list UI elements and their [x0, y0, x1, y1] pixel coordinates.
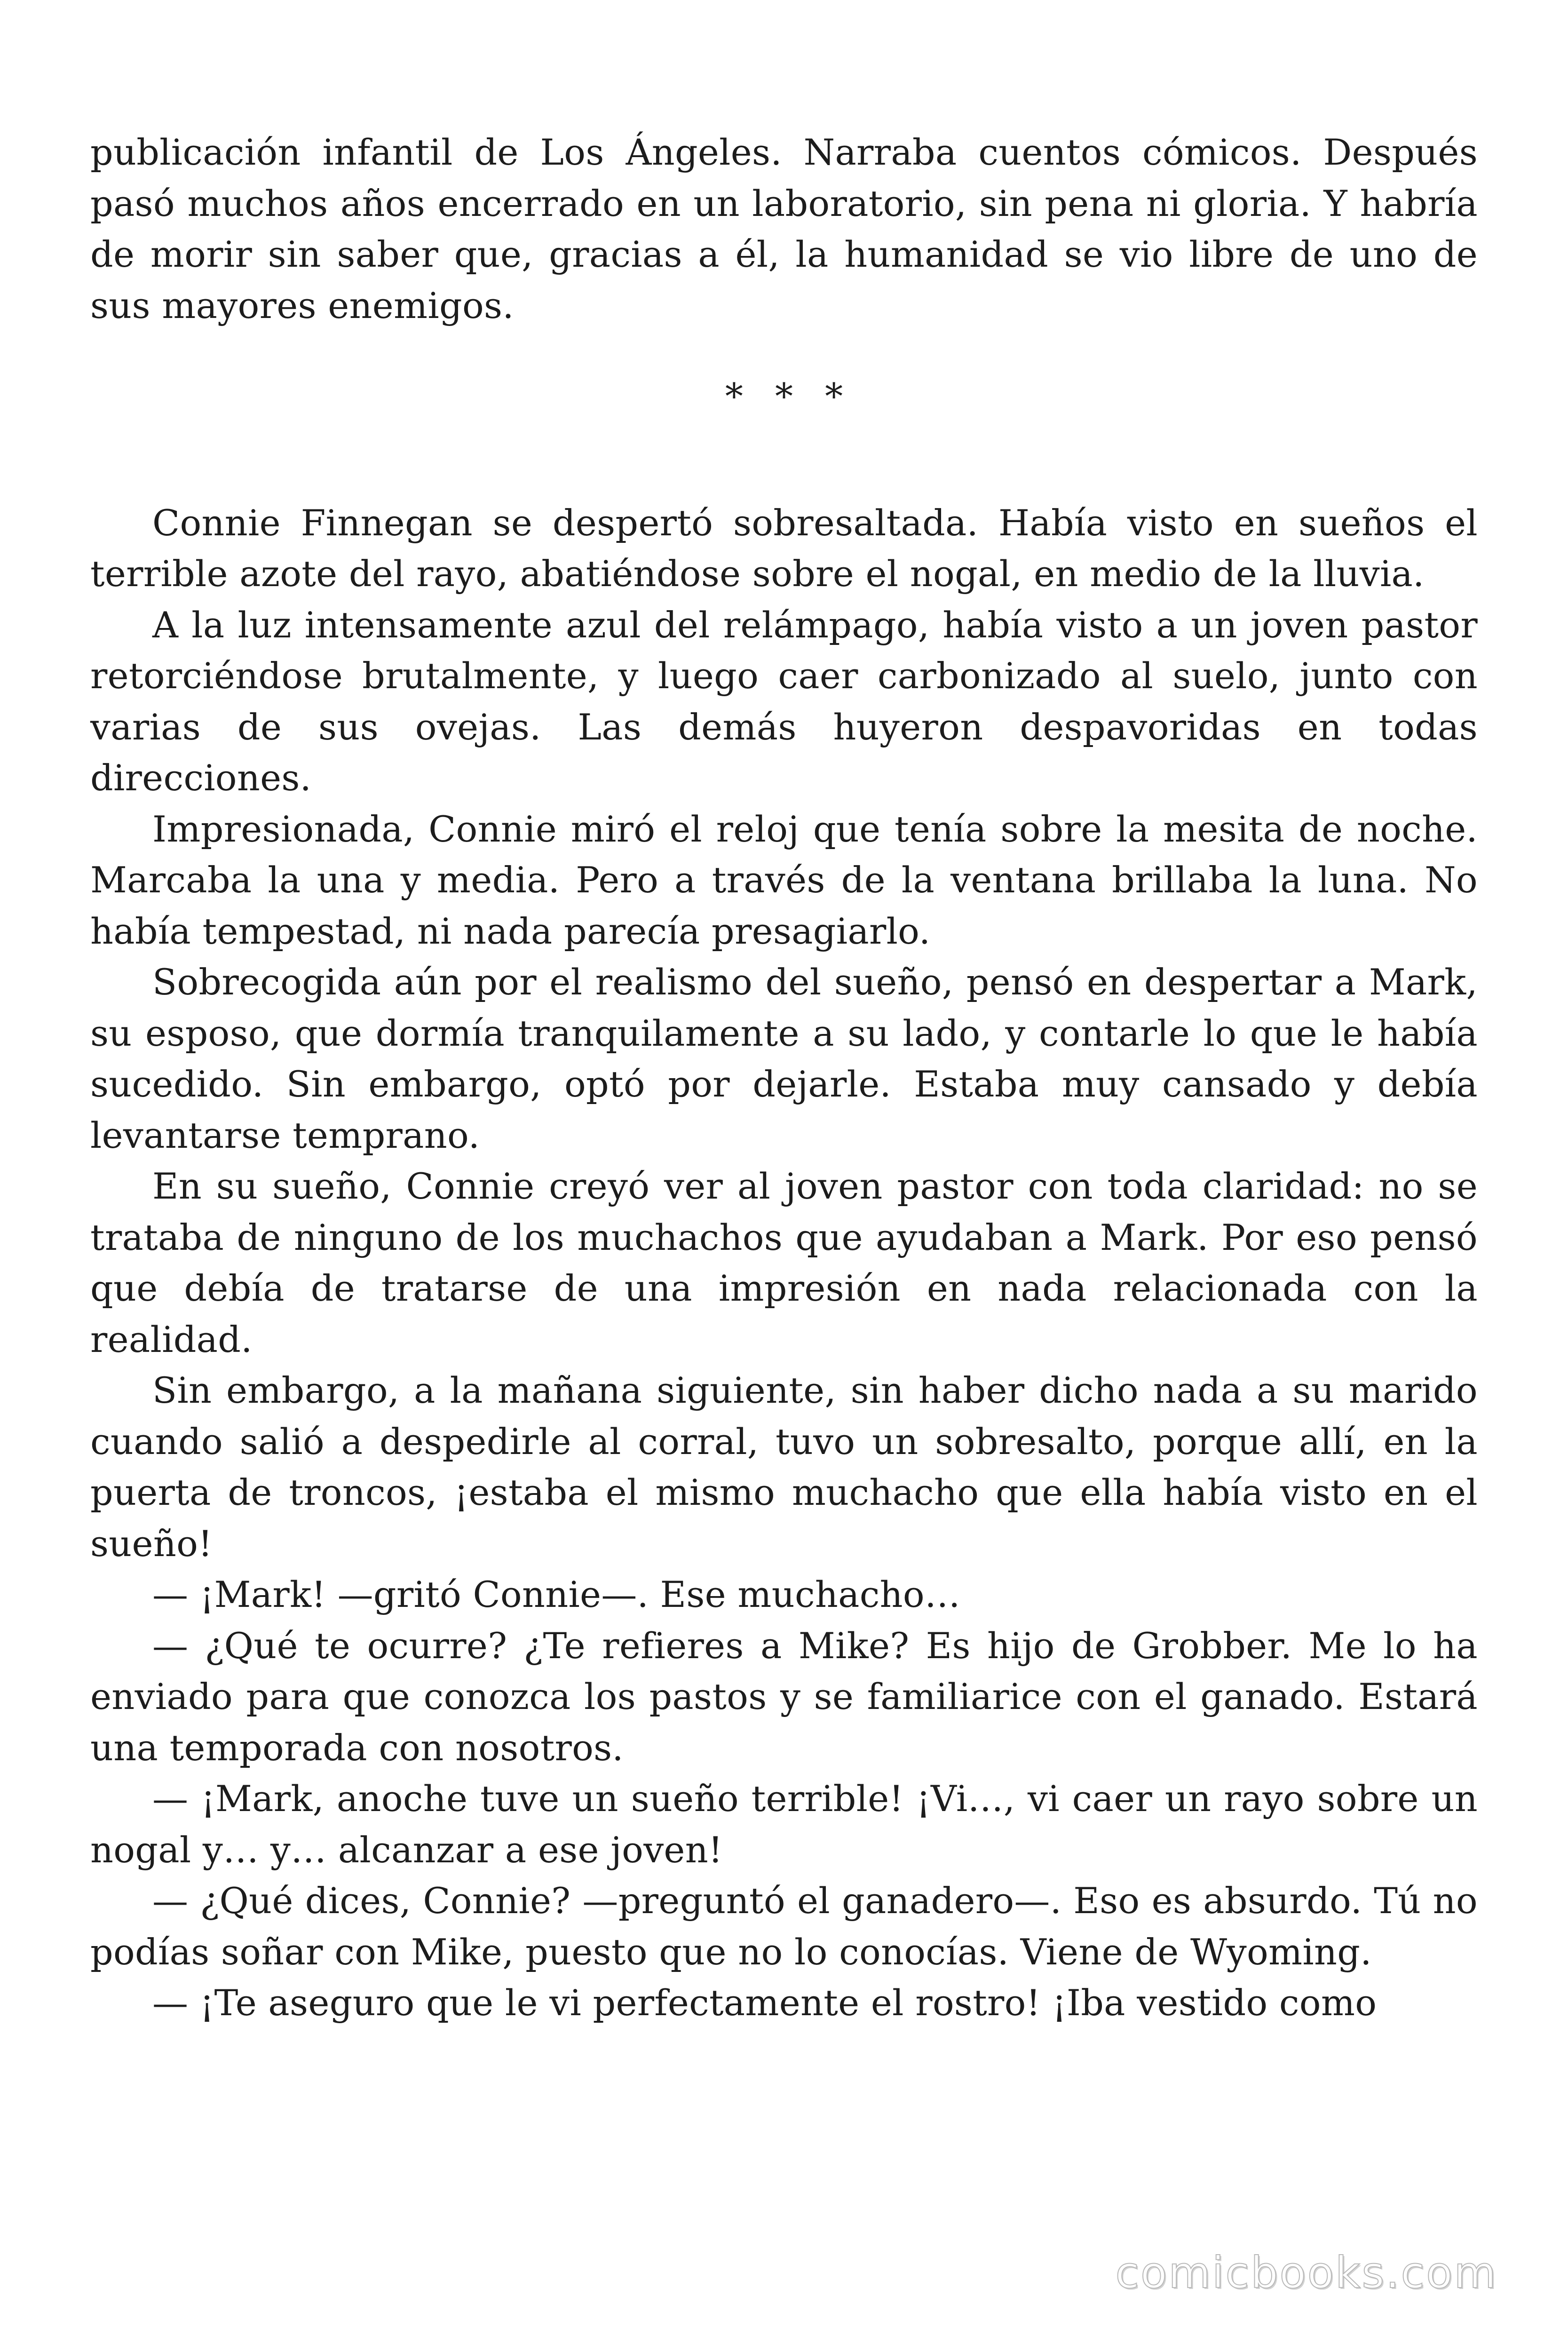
page-body — [90, 127, 1478, 2029]
paragraph: Sin embargo, a la mañana siguiente, sin haber dicho nada a su marido cuando salió a despedirle al corral, tuvo un sobresalto, porque allí, en la puerta de troncos, ¡estaba el mismo muchacho que ella había visto en el sueño! — [90, 1369, 1478, 1565]
dialogue-line: — ¡Te aseguro que le vi perfectamente el rostro! ¡Iba vestido como — [152, 1982, 1377, 2024]
paragraph: Impresionada, Connie miró el reloj que tenía sobre la mesita de noche. Marcaba la una y media. Pero a través de la ventana brillaba la luna. No había tempestad, ni nada parecía presagiarlo. — [90, 808, 1478, 952]
paragraph: A la luz intensamente azul del relámpago, había visto a un joven pastor retorciéndose brutalmente, y luego caer carbonizado al suelo, junto con varias de sus ovejas. Las demás huyeron despavoridas en todas direcciones. — [90, 604, 1478, 799]
paragraph-continued: publicación infantil de Los Ángeles. Narraba cuentos cómicos. Después pasó muchos años encerrado en un laboratorio, sin pena ni gloria. Y habría de morir sin saber que, gracias a él, la humanidad se vio libre de uno de sus mayores enemigos. — [90, 131, 1478, 326]
dialogue-line: — ¿Qué te ocurre? ¿Te refieres a Mike? Es hijo de Grobber. Me lo ha enviado para que conozca los pastos y se familiarice con el ganado. Estará una temporada con nosotros. — [90, 1624, 1478, 1769]
dialogue-line: — ¡Mark! —gritó Connie—. Ese muchacho… — [152, 1573, 961, 1615]
paragraph: En su sueño, Connie creyó ver al joven pastor con toda claridad: no se trataba de ninguno de los muchachos que ayudaban a Mark. Por eso pensó que debía de tratarse de una impresión en nada relacionada con la realidad. — [90, 1165, 1478, 1360]
paragraph: Sobrecogida aún por el realismo del sueño, pensó en despertar a Mark, su esposo, que dormía tranquilamente a su lado, y contarle lo que le había sucedido. Sin embargo, optó por dejarle. Estaba muy cansado y debía levantarse temprano. — [90, 961, 1478, 1156]
dialogue-line: — ¿Qué dices, Connie? —preguntó el ganadero—. Eso es absurdo. Tú no podías soñar con Mike, puesto que no lo conocías. Viene de Wyoming. — [90, 1880, 1478, 1973]
watermark: comicbooks.com — [1115, 2248, 1497, 2298]
scene-break: * * * — [725, 375, 854, 417]
dialogue-line: — ¡Mark, anoche tuve un sueño terrible! ¡Vi…, vi caer un rayo sobre un nogal y… y… alcanzar a ese joven! — [90, 1778, 1478, 1871]
paragraph: Connie Finnegan se despertó sobresaltada. Había visto en sueños el terrible azote del rayo, abatiéndose sobre el nogal, en medio de la lluvia. — [90, 501, 1478, 595]
